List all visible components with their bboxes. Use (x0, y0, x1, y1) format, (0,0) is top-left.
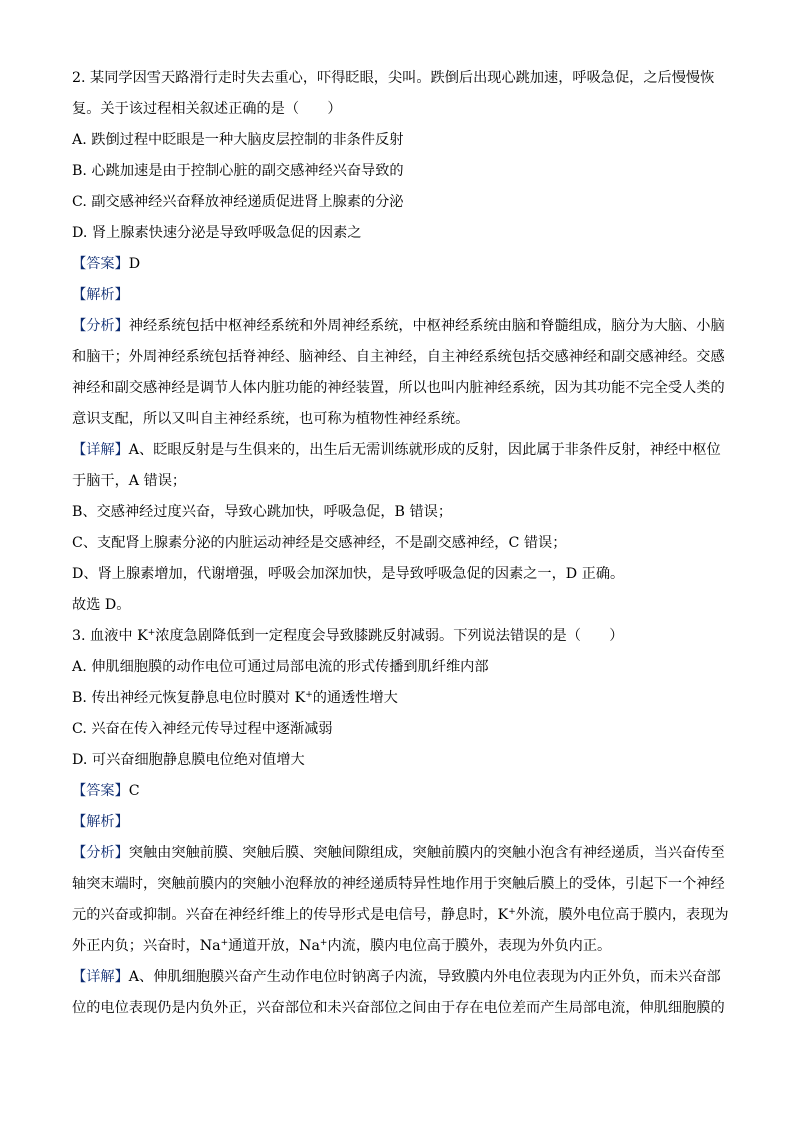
answer-tag: 【答案】 (72, 256, 129, 272)
q2-analysis-heading: 【解析】 (72, 287, 129, 303)
q2-option-c: C. 副交感神经兴奋释放神经递质促进肾上腺素的分泌 (72, 194, 404, 210)
q2-answer (72, 249, 722, 280)
q2-stem-line1: 2. 某同学因雪天路滑行走时失去重心，吓得眨眼，尖叫。跌倒后出现心跳加速，呼吸急促，之后慢慢恢 (72, 70, 715, 86)
q3-stem-sup: + (147, 628, 156, 638)
q3-option-b-a: B. 传出神经元恢复静息电位时膜对 K (72, 690, 306, 706)
q2-xiangjie-line5: D、肾上腺素增加，代谢增强，呼吸会加深加快，是导致呼吸急促的因素之一，D 正确。 (72, 566, 625, 582)
q2-xiangjie-line4: C、支配肾上腺素分泌的内脏运动神经是交感神经，不是副交感神经，C 错误； (72, 535, 567, 551)
q2-conclusion: 故选 D。 (72, 597, 131, 613)
q3-fenxi-text1: 突触由突触前膜、突触后膜、突触间隙组成，突触前膜内的突触小泡含有神经递质，当兴奋传至 (128, 845, 725, 861)
q2-fenxi-text1: 神经系统包括中枢神经系统和外周神经系统，中枢神经系统由脑和脊髓组成，脑分为大脑、小脑 (128, 318, 725, 334)
q3-fenxi-line4 (72, 931, 722, 962)
q3-fenxi-l3-sup: + (508, 907, 516, 917)
q3-xiangjie-text1: A、伸肌细胞膜兴奋产生动作电位时钠离子内流，导致膜内外电位表现为内正外负，而未兴奋部 (128, 969, 721, 985)
q2-fenxi-line2: 和脑干；外周神经系统包括脊神经、脑神经、自主神经，自主神经系统包括交感神经和副交感神经。交感 (72, 349, 725, 365)
q2-answer-value: D (128, 256, 141, 272)
xiangjie-tag: 【详解】 (72, 969, 129, 985)
answer-tag: 【答案】 (72, 783, 129, 799)
q3-option-b-sup: + (305, 690, 313, 700)
q2-xiangjie-line2: 于脑干，A 错误； (72, 473, 187, 489)
q2-option-d: D. 肾上腺素快速分泌是导致呼吸急促的因素之 (72, 225, 362, 241)
q3-option-b (72, 683, 722, 714)
q2-option-b: B. 心跳加速是由于控制心脏的副交感神经兴奋导致的 (72, 163, 404, 179)
q3-option-a: A. 伸肌细胞膜的动作电位可通过局部电流的形式传播到肌纤维内部 (72, 659, 489, 675)
q3-stem-a: 3. 血液中 K (72, 628, 148, 644)
q3-xiangjie-line1 (72, 962, 722, 993)
q3-stem (72, 621, 722, 652)
q2-stem-line2: 复。关于该过程相关叙述正确的是（ ） (72, 101, 342, 117)
q3-fenxi-l3-a: 元的兴奋或抑制。兴奋在神经纤维上的传导形式是电信号，静息时，K (72, 907, 509, 923)
q3-stem-b: 浓度急剧降低到一定程度会导致膝跳反射减弱。下列说法错误的是（ ） (155, 628, 624, 644)
q2-fenxi-line1 (72, 311, 725, 342)
q2-xiangjie-line1 (72, 435, 722, 466)
q3-option-d: D. 可兴奋细胞静息膜电位绝对值增大 (72, 752, 305, 768)
q3-fenxi-l4-c: 内流，膜内电位高于膜外，表现为外负内正。 (327, 938, 612, 954)
q3-fenxi-line2: 轴突末端时，突触前膜内的突触小泡释放的神经递质特异性地作用于突触后膜上的受体，引起下一个神经 (72, 876, 725, 892)
fenxi-tag: 【分析】 (72, 845, 129, 861)
document-page (72, 63, 729, 1024)
q3-answer-value: C (128, 783, 140, 799)
q2-option-a: A. 跌倒过程中眨眼是一种大脑皮层控制的非条件反射 (72, 132, 404, 148)
q3-fenxi-line1 (72, 838, 725, 869)
q2-xiangjie-line3: B、交感神经过度兴奋，导致心跳加快，呼吸急促，B 错误； (72, 504, 453, 520)
q3-answer (72, 776, 722, 807)
xiangjie-tag: 【详解】 (72, 442, 129, 458)
q2-fenxi-line4: 意识支配，所以又叫自主神经系统，也可称为植物性神经系统。 (72, 411, 470, 427)
fenxi-tag: 【分析】 (72, 318, 129, 334)
q3-fenxi-l4-sup2: + (319, 938, 328, 948)
q2-fenxi-line3: 神经和副交感神经是调节人体内脏功能的神经装置，所以也叫内脏神经系统，因为其功能不完全受人类的 (72, 380, 725, 396)
q3-fenxi-l4-sup1: + (220, 938, 229, 948)
q3-xiangjie-line2: 位的电位表现仍是内负外正，兴奋部位和未兴奋部位之间由于存在电位差而产生局部电流，伸肌细胞膜的 (72, 1000, 725, 1016)
q3-fenxi-l4-b: 通道开放，Na (228, 938, 320, 954)
q3-fenxi-l3-b: 外流，膜外电位高于膜内，表现为 (515, 907, 729, 923)
q3-fenxi-l4-a: 外正内负；兴奋时，Na (72, 938, 221, 954)
q3-option-b-b: 的通透性增大 (312, 690, 398, 706)
q3-analysis-heading: 【解析】 (72, 814, 129, 830)
q3-option-c: C. 兴奋在传入神经元传导过程中逐渐减弱 (72, 721, 333, 737)
q3-fenxi-line3 (72, 900, 729, 931)
q2-xiangjie-text1: A、眨眼反射是与生俱来的，出生后无需训练就形成的反射，因此属于非条件反射，神经中枢位 (128, 442, 721, 458)
